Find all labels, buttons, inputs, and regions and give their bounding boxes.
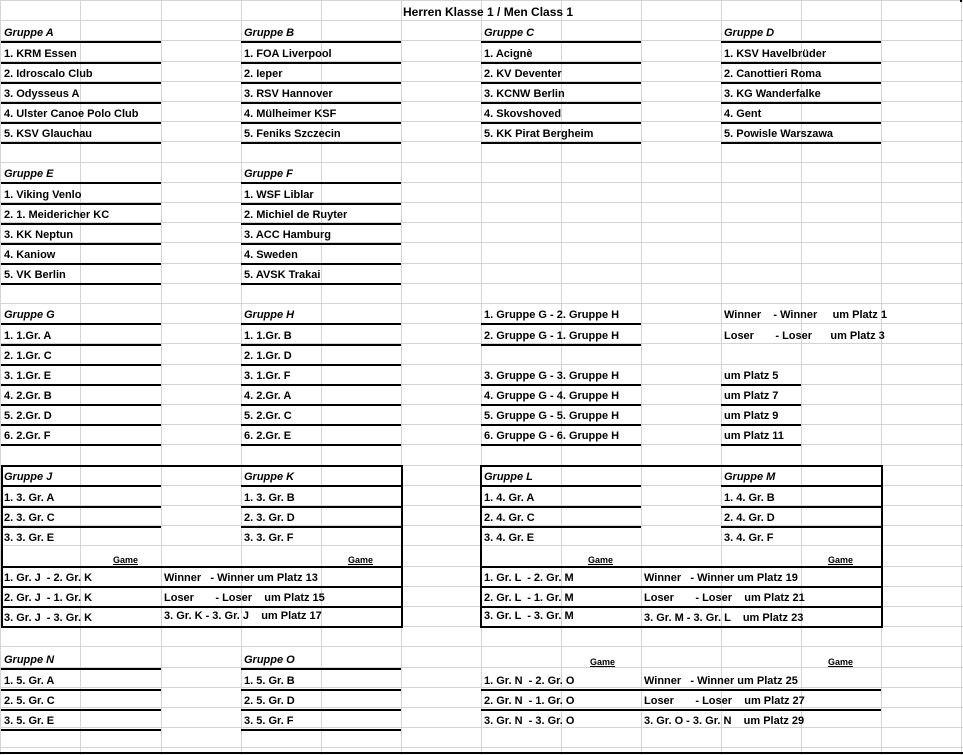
cell-underline [241, 344, 401, 346]
cell-underline [1, 122, 161, 124]
place-cell: Loser - Loser um Platz 15 [164, 592, 325, 604]
cell-underline [241, 142, 401, 144]
cell-underline [721, 142, 881, 144]
team-cell: 2. 5. Gr. D [244, 695, 295, 707]
team-cell: 5. 2.Gr. D [4, 410, 52, 422]
place-cell: Loser - Loser um Platz 3 [724, 330, 885, 342]
game-cell: 3. Gr. N - 3. Gr. O [484, 715, 575, 727]
team-cell: 1. Acignè [484, 48, 533, 60]
place-cell: um Platz 7 [724, 390, 779, 402]
game-label: Game [588, 555, 614, 565]
team-cell: 3. Odysseus A [4, 88, 80, 100]
group-header: Gruppe A [4, 27, 54, 39]
game-label: Game [828, 657, 854, 667]
team-cell: 2. 5. Gr. C [4, 695, 55, 707]
grid-column-line [401, 0, 402, 755]
game-cell: 2. Gr. N - 1. Gr. O [484, 695, 575, 707]
cell-underline [1, 102, 161, 104]
game-cell: 3. Gruppe G - 3. Gruppe H [484, 370, 620, 382]
cell-underline [241, 709, 401, 711]
cell-underline [1, 709, 161, 711]
cell-underline [721, 424, 801, 426]
place-cell: um Platz 5 [724, 370, 779, 382]
cell-underline [721, 122, 881, 124]
cell-underline [481, 586, 881, 588]
place-cell: 3. Gr. O - 3. Gr. N um Platz 29 [644, 715, 805, 727]
grid-row-line [0, 20, 963, 21]
cell-underline [721, 62, 881, 64]
cell-underline [481, 444, 641, 446]
cell-underline [481, 384, 641, 386]
game-cell: 1. Gruppe G - 2. Gruppe H [484, 309, 620, 321]
grid-column-line [801, 0, 802, 755]
team-cell: 4. 2.Gr. A [244, 390, 292, 402]
group-header: Gruppe J [4, 471, 53, 483]
cell-underline [960, 0, 962, 2]
cell-underline [481, 689, 881, 691]
cell-underline [1, 526, 161, 528]
game-label: Game [828, 555, 854, 565]
cell-underline [0, 752, 963, 754]
group-header: Gruppe D [724, 27, 775, 39]
team-cell: 1. KRM Essen [4, 48, 77, 60]
place-cell: Winner - Winner um Platz 25 [644, 675, 798, 687]
cell-underline [241, 223, 401, 225]
cell-underline [241, 526, 401, 528]
cell-underline [481, 709, 881, 711]
jk-divider [1, 566, 403, 568]
cell-underline [241, 41, 401, 43]
place-cell: Loser - Loser um Platz 21 [644, 592, 805, 604]
grid-column-line [0, 0, 1, 755]
team-cell: 1. FOA Liverpool [244, 48, 332, 60]
cell-underline [1, 424, 161, 426]
team-cell: 5. KSV Glauchau [4, 128, 93, 140]
game-cell: 1. Gr. J - 2. Gr. K [4, 572, 93, 584]
grid-column-line [881, 0, 882, 755]
team-cell: 2. 1.Gr. D [244, 350, 292, 362]
group-header: Gruppe E [4, 168, 54, 180]
grid-column-line [961, 0, 962, 755]
team-cell: 1. KSV Havelbrüder [724, 48, 827, 60]
team-cell: 5. VK Berlin [4, 269, 66, 281]
cell-underline [481, 41, 641, 43]
game-cell: 4. Gruppe G - 4. Gruppe H [484, 390, 620, 402]
team-cell: 4. Ulster Canoe Polo Club [4, 108, 139, 120]
cell-underline [481, 485, 641, 487]
team-cell: 4. Sweden [244, 249, 298, 261]
group-header: Gruppe H [244, 309, 295, 321]
game-cell: 5. Gruppe G - 5. Gruppe H [484, 410, 620, 422]
team-cell: 1. 3. Gr. B [244, 492, 295, 504]
group-header: Gruppe O [244, 654, 295, 666]
team-cell: 1. 3. Gr. A [4, 492, 55, 504]
team-cell: 6. 2.Gr. F [4, 430, 51, 442]
team-cell: 3. 3. Gr. E [4, 532, 55, 544]
team-cell: 2. KV Deventer [484, 68, 562, 80]
cell-underline [481, 142, 641, 144]
place-cell: um Platz 11 [724, 430, 784, 442]
cell-underline [481, 323, 641, 325]
grid-row-line [0, 162, 963, 163]
cell-underline [1, 243, 161, 245]
cell-underline [1, 668, 161, 670]
team-cell: 3. KCNW Berlin [484, 88, 565, 100]
team-cell: 2. 3. Gr. C [4, 512, 55, 524]
cell-underline [241, 102, 401, 104]
cell-underline [241, 182, 401, 184]
cell-underline [721, 526, 881, 528]
cell-underline [241, 729, 401, 731]
grid-row-line [0, 707, 963, 708]
cell-underline [1, 41, 161, 43]
cell-underline [241, 384, 401, 386]
team-cell: 3. KG Wanderfalke [724, 88, 821, 100]
team-cell: 5. KK Pirat Bergheim [484, 128, 594, 140]
team-cell: 2. Michiel de Ruyter [244, 209, 348, 221]
cell-underline [721, 384, 801, 386]
cell-underline [1, 203, 161, 205]
cell-underline [241, 485, 401, 487]
team-cell: 3. 5. Gr. F [244, 715, 294, 727]
game-cell: 3. Gr. L - 3. Gr. M [484, 610, 574, 622]
team-cell: 2. 3. Gr. D [244, 512, 295, 524]
group-header: Gruppe M [724, 471, 776, 483]
cell-underline [1, 323, 161, 325]
cell-underline [241, 668, 401, 670]
team-cell: 3. 4. Gr. F [724, 532, 774, 544]
cell-underline [1, 506, 161, 508]
group-header: Gruppe B [244, 27, 295, 39]
cell-underline [1, 283, 161, 285]
cell-underline [241, 122, 401, 124]
cell-underline [721, 444, 801, 446]
game-cell: 2. Gruppe G - 1. Gruppe H [484, 330, 620, 342]
group-header: Gruppe L [484, 471, 533, 483]
team-cell: 1. 4. Gr. B [724, 492, 775, 504]
team-cell: 1. 5. Gr. A [4, 675, 55, 687]
team-cell: 1. WSF Liblar [244, 189, 314, 201]
grid-row-line [0, 646, 963, 647]
cell-underline [1, 586, 401, 588]
cell-underline [1, 384, 161, 386]
cell-underline [481, 424, 641, 426]
game-cell: 1. Gr. N - 2. Gr. O [484, 675, 575, 687]
team-cell: 4. Skovshoved [484, 108, 562, 120]
cell-underline [241, 62, 401, 64]
cell-underline [481, 102, 641, 104]
cell-underline [721, 485, 881, 487]
cell-underline [481, 526, 641, 528]
cell-underline [1, 689, 161, 691]
cell-underline [481, 404, 641, 406]
team-cell: 2. 4. Gr. C [484, 512, 535, 524]
lm-divider [480, 566, 883, 568]
team-cell: 4. Gent [724, 108, 762, 120]
group-header: Gruppe C [484, 27, 535, 39]
place-cell: um Platz 9 [724, 410, 779, 422]
cell-underline [241, 689, 401, 691]
cell-underline [481, 344, 641, 346]
grid-row-line [0, 0, 963, 1]
place-cell: 3. Gr. M - 3. Gr. L um Platz 23 [644, 612, 804, 624]
team-cell: 3. KK Neptun [4, 229, 74, 241]
team-cell: 2. Canottieri Roma [724, 68, 822, 80]
cell-underline [1, 364, 161, 366]
team-cell: 4. 2.Gr. B [4, 390, 52, 402]
cell-underline [241, 364, 401, 366]
cell-underline [1, 404, 161, 406]
team-cell: 6. 2.Gr. E [244, 430, 292, 442]
team-cell: 3. 4. Gr. E [484, 532, 535, 544]
group-header: Gruppe F [244, 168, 293, 180]
cell-underline [721, 41, 881, 43]
place-cell: Winner - Winner um Platz 19 [644, 572, 798, 584]
grid-column-line [241, 0, 242, 755]
cell-underline [721, 404, 801, 406]
cell-underline [241, 203, 401, 205]
cell-underline [1, 62, 161, 64]
cell-underline [1, 344, 161, 346]
team-cell: 2. Ieper [244, 68, 283, 80]
cell-underline [481, 82, 641, 84]
place-cell: 3. Gr. K - 3. Gr. J um Platz 17 [164, 610, 322, 622]
cell-underline [241, 323, 401, 325]
cell-underline [1, 223, 161, 225]
team-cell: 3. 5. Gr. E [4, 715, 55, 727]
game-cell: 1. Gr. L - 2. Gr. M [484, 572, 574, 584]
place-cell: Winner - Winner um Platz 13 [164, 572, 318, 584]
game-cell: 3. Gr. J - 3. Gr. K [4, 612, 93, 624]
game-label: Game [348, 555, 374, 565]
game-cell: 2. Gr. L - 1. Gr. M [484, 592, 574, 604]
team-cell: 2. 1.Gr. C [4, 350, 52, 362]
cell-underline [241, 263, 401, 265]
group-header: Gruppe N [4, 654, 55, 666]
team-cell: 1. 1.Gr. A [4, 330, 52, 342]
cell-underline [1, 444, 161, 446]
team-cell: 1. 4. Gr. A [484, 492, 535, 504]
cell-underline [481, 122, 641, 124]
team-cell: 5. 2.Gr. C [244, 410, 292, 422]
grid-row-line [0, 687, 963, 688]
grid-column-line [641, 0, 642, 755]
grid-column-line [481, 0, 482, 755]
team-cell: 3. RSV Hannover [244, 88, 333, 100]
cell-underline [241, 506, 401, 508]
cell-underline [1, 182, 161, 184]
cell-underline [241, 444, 401, 446]
team-cell: 1. Viking Venlo [4, 189, 82, 201]
team-cell: 5. Powisle Warszawa [724, 128, 834, 140]
cell-underline [1, 485, 161, 487]
cell-underline [241, 283, 401, 285]
grid-row-line [0, 303, 963, 304]
cell-underline [1, 729, 161, 731]
team-cell: 3. 1.Gr. E [4, 370, 52, 382]
page-title: Herren Klasse 1 / Men Class 1 [403, 5, 574, 19]
game-label: Game [590, 657, 616, 667]
grid-row-line [0, 727, 963, 728]
team-cell: 1. 5. Gr. B [244, 675, 295, 687]
cell-underline [481, 606, 881, 608]
game-cell: 6. Gruppe G - 6. Gruppe H [484, 430, 620, 442]
cell-underline [241, 82, 401, 84]
team-cell: 4. Mülheimer KSF [244, 108, 337, 120]
cell-underline [481, 62, 641, 64]
grid-column-line [161, 0, 162, 755]
team-cell: 3. 1.Gr. F [244, 370, 291, 382]
team-cell: 2. Idroscalo Club [4, 68, 93, 80]
cell-underline [241, 243, 401, 245]
place-cell: Loser - Loser um Platz 27 [644, 695, 805, 707]
cell-underline [1, 263, 161, 265]
team-cell: 1. 1.Gr. B [244, 330, 292, 342]
game-cell: 2. Gr. J - 1. Gr. K [4, 592, 93, 604]
cell-underline [241, 424, 401, 426]
grid-row-line [0, 747, 963, 748]
cell-underline [1, 606, 401, 608]
cell-underline [721, 102, 881, 104]
team-cell: 5. Feniks Szczecin [244, 128, 341, 140]
cell-underline [721, 506, 881, 508]
grid-column-line [721, 0, 722, 755]
cell-underline [1, 82, 161, 84]
cell-underline [1, 142, 161, 144]
cell-underline [721, 82, 881, 84]
game-label: Game [113, 555, 139, 565]
team-cell: 4. Kaniow [4, 249, 56, 261]
group-header: Gruppe G [4, 309, 55, 321]
team-cell: 3. 3. Gr. F [244, 532, 294, 544]
team-cell: 5. AVSK Trakai [244, 269, 321, 281]
team-cell: 2. 4. Gr. D [724, 512, 775, 524]
team-cell: 2. 1. Meidericher KC [4, 209, 110, 221]
team-cell: 3. ACC Hamburg [244, 229, 331, 241]
group-header: Gruppe K [244, 471, 295, 483]
place-cell: Winner - Winner um Platz 1 [724, 309, 887, 321]
cell-underline [241, 404, 401, 406]
cell-underline [481, 506, 641, 508]
